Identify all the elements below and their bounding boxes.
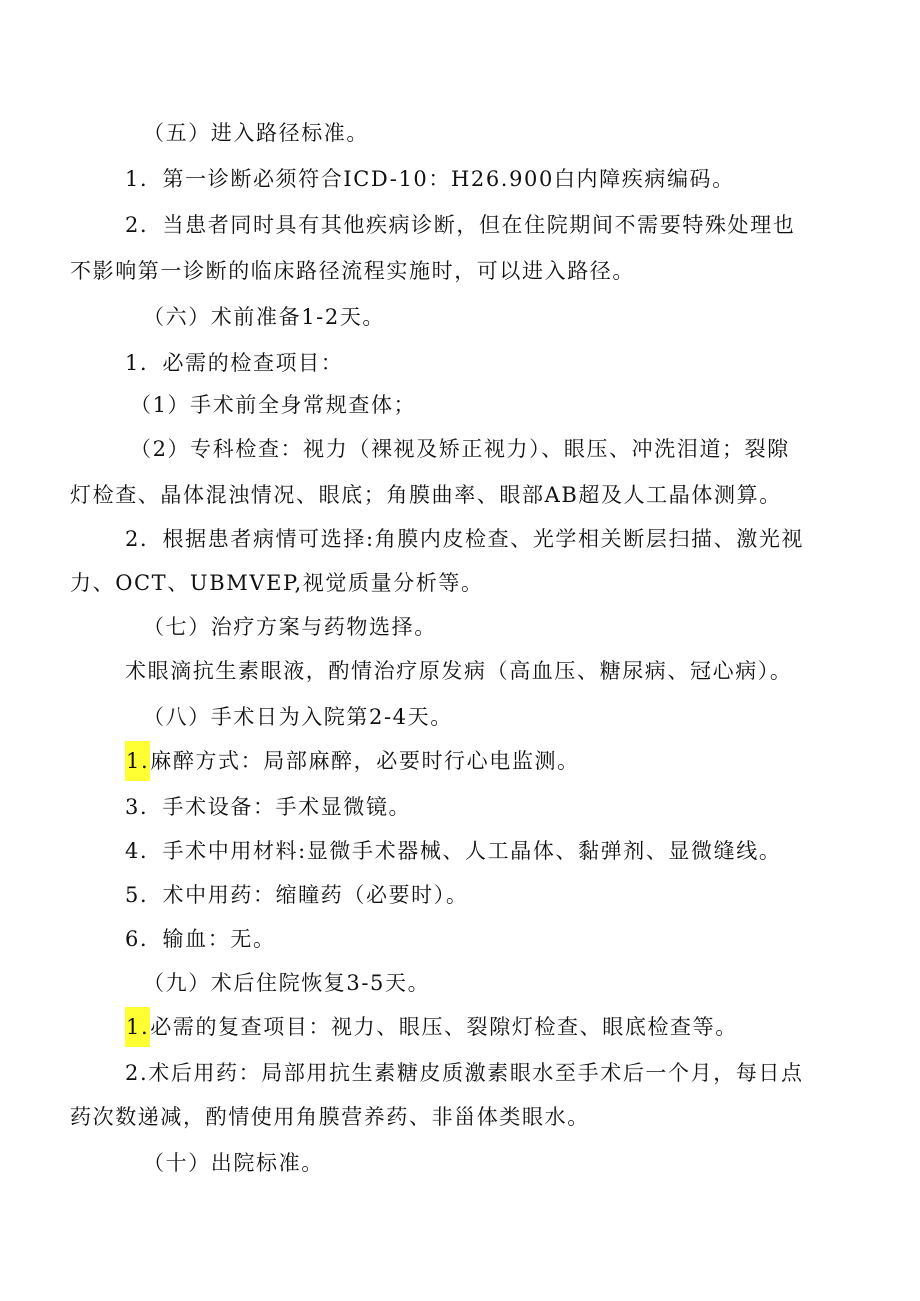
line-text: 麻醉方式：局部麻醉，必要时行心电监测。 — [150, 749, 580, 773]
line-14 — [0, 700, 920, 734]
line-text: 4．手术中用材料:显微手术器械、人工晶体、黏弹剂、显微缝线。 — [125, 839, 782, 863]
highlighted-list-marker: 1. — [125, 1007, 150, 1047]
line-12 — [0, 610, 920, 644]
line-6 — [0, 346, 920, 380]
line-11 — [0, 566, 920, 600]
line-text: 3．手术设备：手术显微镜。 — [125, 795, 412, 819]
line-24 — [0, 1146, 920, 1180]
line-17 — [0, 834, 920, 868]
line-text: 不影响第一诊断的临床路径流程实施时，可以进入路径。 — [70, 259, 635, 283]
line-text: （九）术后住院恢复3-5天。 — [143, 971, 431, 995]
line-text: 1．必需的检查项目： — [125, 351, 344, 375]
line-7 — [0, 388, 920, 422]
highlighted-list-marker: 1. — [125, 741, 150, 781]
line-23 — [0, 1100, 920, 1134]
line-21 — [0, 1010, 920, 1044]
line-text: 灯检查、晶体混浊情况、眼底；角膜曲率、眼部AB超及人工晶体测算。 — [70, 483, 782, 507]
line-19 — [0, 922, 920, 956]
line-1 — [0, 116, 920, 150]
line-text: 药次数递减，酌情使用角膜营养药、非甾体类眼水。 — [70, 1105, 590, 1129]
line-9 — [0, 478, 920, 512]
line-text: 6．输血：无。 — [125, 927, 276, 951]
line-text: 必需的复查项目：视力、眼压、裂隙灯检查、眼底检查等。 — [150, 1015, 738, 1039]
line-16 — [0, 790, 920, 824]
line-text: （十）出院标准。 — [143, 1151, 324, 1175]
line-18 — [0, 878, 920, 912]
line-10 — [0, 522, 920, 556]
line-text: 5．术中用药：缩瞳药（必要时）。 — [125, 883, 469, 907]
line-8 — [0, 432, 920, 466]
line-text: （1）手术前全身常规查体； — [130, 393, 417, 417]
line-text: 力、OCT、UBMVEP,视觉质量分析等。 — [70, 571, 484, 595]
line-20 — [0, 966, 920, 1000]
line-3 — [0, 208, 920, 242]
line-15 — [0, 744, 920, 778]
line-22 — [0, 1056, 920, 1090]
line-text: 2．当患者同时具有其他疾病诊断，但在住院期间不需要特殊处理也 — [125, 213, 796, 237]
line-4 — [0, 254, 920, 288]
line-2 — [0, 162, 920, 196]
line-text: 2．根据患者病情可选择:角膜内皮检查、光学相关断层扫描、激光视 — [125, 527, 805, 551]
line-text: （八）手术日为入院第2-4天。 — [143, 705, 453, 729]
line-text: （2）专科检查：视力（裸视及矫正视力）、眼压、冲洗泪道；裂隙 — [130, 437, 790, 461]
line-text: （六）术前准备1-2天。 — [143, 305, 386, 329]
line-text: 2.术后用药：局部用抗生素糖皮质激素眼水至手术后一个月，每日点 — [125, 1061, 804, 1085]
line-text: 术眼滴抗生素眼液，酌情治疗原发病（高血压、糖尿病、冠心病）。 — [125, 659, 793, 683]
line-13 — [0, 654, 920, 688]
line-5 — [0, 300, 920, 334]
line-text: （五）进入路径标准。 — [143, 121, 369, 145]
line-text: （七）治疗方案与药物选择。 — [143, 615, 437, 639]
line-text: 1．第一诊断必须符合ICD-10：H26.900白内障疾病编码。 — [125, 167, 735, 191]
